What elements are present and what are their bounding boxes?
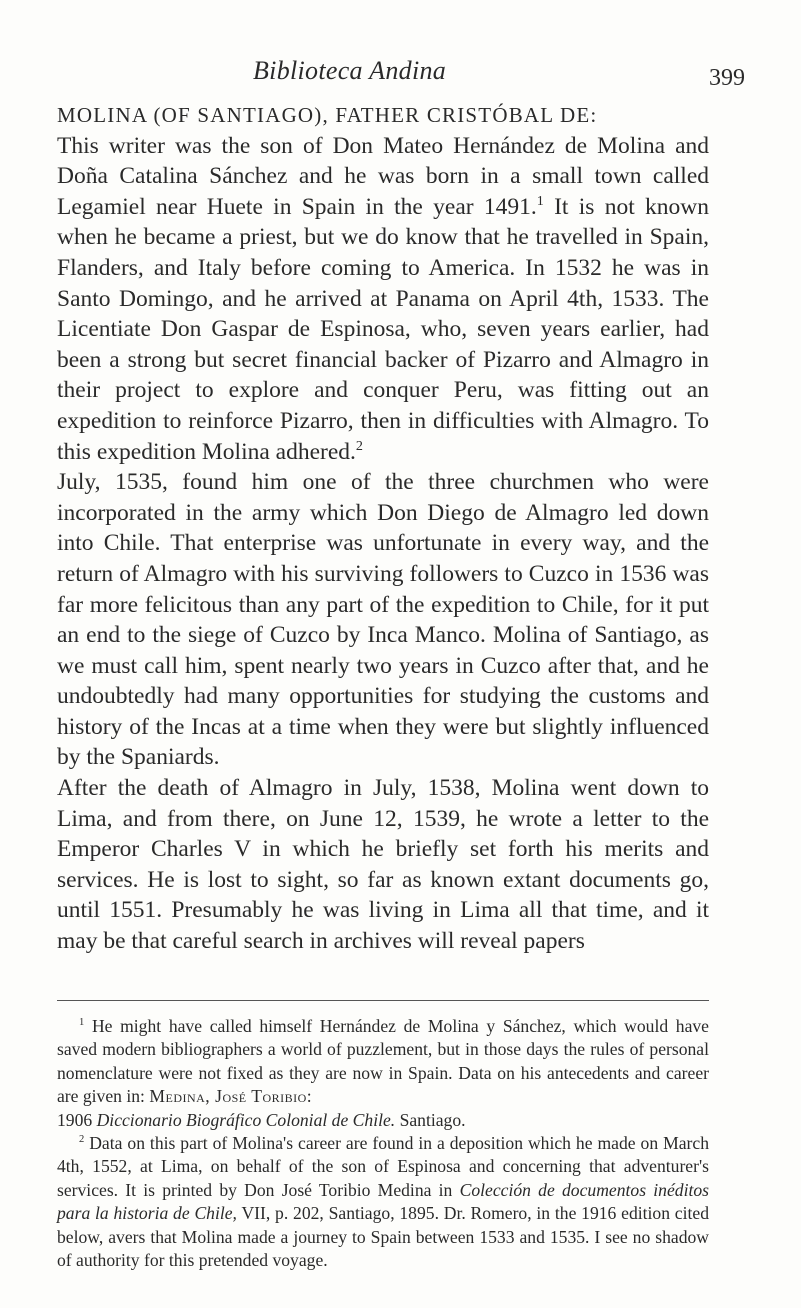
footnote-2 [57,1132,709,1272]
footnote-2-text-cont: VII, p. 202, Santiago, 1895. Dr. Romero, in the 1916 edition cited below, avers that Molina made a journey to Spain between 1533 and 1535. I see no shadow of authority for this pretended voyage. [57,1203,709,1271]
footnote-1-place: Santiago. [395,1109,466,1130]
footnote-2-marker: 2 [79,1134,85,1146]
footnote-1-marker: 1 [79,1017,85,1029]
footnote-1 [57,1015,709,1109]
main-text [57,100,709,957]
footnote-2-title: Colección de documentos inéditos para la historia de Chile, [57,1179,709,1224]
footnote-1-author: Medina, José Toribio [149,1086,307,1107]
page-number: 399 [709,65,745,91]
footnote-1-citation [57,1109,709,1132]
paragraph-2: July, 1535, found him one of the three churchmen who were incorporated in the army which Don Diego de Almagro led down into Chile. That enterprise was unfortunate in every way, and the return of Almagro with his surviving followers to Cuzco in 1536 was far more felicitous than any part of the expedition to Chile, for it put an end to the siege of Cuzco by Inca Manco. Molina of Santiago, as we must call him, spent nearly two years in Cuzco after that, and he undoubtedly had many opportunities for studying the customs and history of the Incas at a time when they were but slightly influenced by the Spaniards. [57,469,709,771]
paragraph-1-text: This writer was the son of Don Mateo Hernández de Molina and Doña Catalina Sánchez and he was born in a small town called Legamiel near Huete in Spain in the year 1491. [57,132,709,220]
paragraph-3: After the death of Almagro in July, 1538, Molina went down to Lima, and from there, on June 12, 1539, he wrote a letter to the Emperor Charles V in which he briefly set forth his merits and services. He is lost to sight, so far as known extant documents go, until 1551. Presumably he was living in Lima all that time, and it may be that careful search in archives will reveal papers [57,775,709,955]
paragraph-1 [57,131,709,468]
footnote-ref-2: 2 [355,437,363,454]
footnote-2-text: Data on this part of Molina's career are found in a deposition which he made on March 4th, 1552, at Lima, on behalf of the son of Espinosa and concerning that adventurer's services. It is printed by Don José Toribio Medina in [57,1133,709,1200]
running-title: Biblioteca Andina [253,56,447,85]
footnotes [57,1015,709,1272]
footnote-ref-1: 1 [536,192,544,209]
entry-heading: MOLINA (OF SANTIAGO), FATHER CRISTÓBAL DE: [57,103,598,127]
running-head [0,56,801,92]
footnote-divider [57,1000,709,1001]
paragraph-1-text-cont: It is not known when he became a priest, but we do know that he travelled in Spain, Flanders, and Italy before coming to America. In 1532 he was in Santo Domingo, and he arrived at Panama on April 4th, 1533. The Licentiate Don Gaspar de Espinosa, who, seven years earlier, had been a strong but secret financial backer of Pizarro and Almagro in their project to explore and conquer Peru, was fitting out an expedition to reinforce Pizarro, then in difficulties with Almagro. To this expedition Molina adhered. [57,193,710,465]
footnote-1-year: 1906 [57,1109,97,1130]
footnote-1-colon: : [306,1086,312,1107]
footnote-1-title: Diccionario Biográfico Colonial de Chile. [96,1109,396,1130]
footnote-1-text: He might have called himself Hernández de Molina y Sánchez, which would have saved modern bibliographers a world of puzzlement, but in those days the rules of personal nomenclature were not fixed as they are now in Spain. Data on his antecedents and career are given in: [57,1016,709,1107]
